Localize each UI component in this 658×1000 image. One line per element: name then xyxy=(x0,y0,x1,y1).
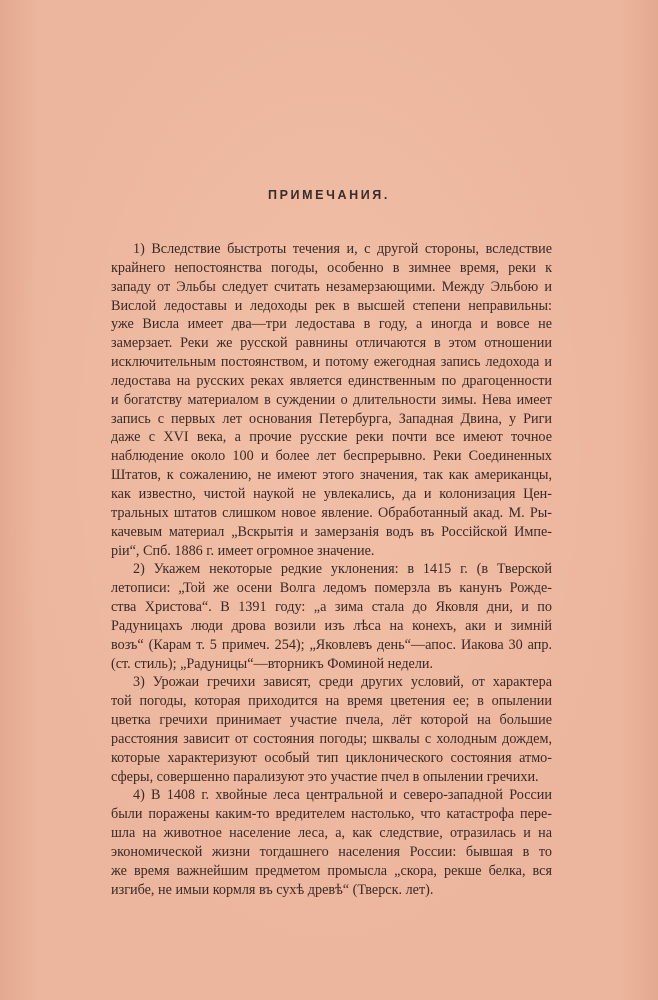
text-line: экономической жизни тогдашнего населения России: бывшая в то xyxy=(111,844,552,860)
text-line: запись с первых лет основания Петербурга, Западная Двина, у Риги xyxy=(111,410,552,427)
text-line: Штатов, к сожалению, не имеют этого значения, так как американцы, xyxy=(111,467,552,484)
text-line: (ст. стиль); „Радуницы“—вторникъ Фоминой недели. xyxy=(111,655,434,672)
page-title: ПРИМЕЧАНИЯ. xyxy=(268,188,390,202)
text-line: изгибе, не имыи кормля въ сухѣ древѣ“ (Тверск. лет). xyxy=(111,881,434,898)
text-line: были поражены каким-то вредителем настолько, что катастрофа пере- xyxy=(111,806,552,823)
text-line: западу от Эльбы следует считать незамерзающими. Между Эльбою и xyxy=(111,278,552,295)
text-line: исключительным постоянством, и потому ежегодная запись ледохода и xyxy=(111,354,552,371)
text-line: сферы, совершенно парализуют это участие пчел в опылении гречихи. xyxy=(111,768,539,785)
text-line: же время важнейшим предметом промысла „скора, рекше белка, вся xyxy=(111,862,552,879)
text-line: наблюдение около 100 и более лет беспрерывно. Реки Соединенных xyxy=(111,448,552,465)
text-line: шла на животное население леса, а, как следствие, отразилась и на xyxy=(111,825,552,842)
text-line: тральных штатов слишком новое явление. Обработанный акад. М. Ры- xyxy=(111,504,552,521)
text-line: 2) Укажем некоторые редкие уклонения: в 1415 г. (в Тверской xyxy=(133,561,552,578)
text-line: которые характеризуют особый тип циклонического состояния атмо- xyxy=(111,749,552,766)
text-line: 4) В 1408 г. хвойные леса центральной и северо-западной России xyxy=(133,787,552,804)
note-paragraph-2 xyxy=(111,560,552,673)
text-line: расстояния зависит от состояния погоды; шквалы с холодным дождем, xyxy=(111,730,552,747)
text-line: крайнего непостоянства погоды, особенно в зимнее время, реки к xyxy=(111,259,552,276)
text-line: возъ“ (Карам т. 5 примеч. 254); „Яковлевъ день“—апос. Иакова 30 апр. xyxy=(111,636,552,653)
notes-body xyxy=(111,240,552,900)
text-line: Радуницахъ люди дрова возили изъ лѣса на конехъ, аки и зимній xyxy=(111,617,552,634)
note-paragraph-1 xyxy=(111,240,552,560)
text-line: ріи“, Спб. 1886 г. имеет огромное значение. xyxy=(111,542,375,559)
text-line: той погоды, которая приходится на время цветения ее; в опылении xyxy=(111,693,552,710)
text-line: цветка гречихи принимает участие пчела, лёт которой на большие xyxy=(111,712,552,729)
text-line: 3) Урожаи гречихи зависят, среди других условий, от характера xyxy=(133,674,552,691)
note-paragraph-3 xyxy=(111,673,552,786)
text-line: замерзает. Реки же русской равнины отличаются в этом отношении xyxy=(111,335,552,352)
text-line: и богатству материалом в суждении о длительности зимы. Нева имеет xyxy=(111,391,552,408)
text-line: 1) Вследствие быстроты течения и, с другой стороны, вследствие xyxy=(133,241,552,257)
text-line: Вислой ледоставы и ледоходы рек в высшей степени неправильны: xyxy=(111,297,552,314)
text-line: уже Висла имеет два—три ледостава в году, а иногда и вовсе не xyxy=(111,316,552,333)
text-line: качевым материал „Вскрытія и замерзанія водъ въ Россійской Импе- xyxy=(111,523,552,540)
text-line: ледостава на русских реках является единственным по драгоценности xyxy=(111,372,552,389)
note-paragraph-4 xyxy=(111,786,552,899)
text-line: даже с XVI века, а прочие русские реки почти все имеют точное xyxy=(111,429,552,446)
text-line: как известно, чистой наукой не увлекались, да и колонизация Цен- xyxy=(111,485,552,502)
text-line: ства Христова“. В 1391 году: „а зима стала до Яковля дни, и по xyxy=(111,599,552,616)
text-line: летописи: „Той же осени Волга ледомъ померзла въ канунъ Рожде- xyxy=(111,580,552,597)
